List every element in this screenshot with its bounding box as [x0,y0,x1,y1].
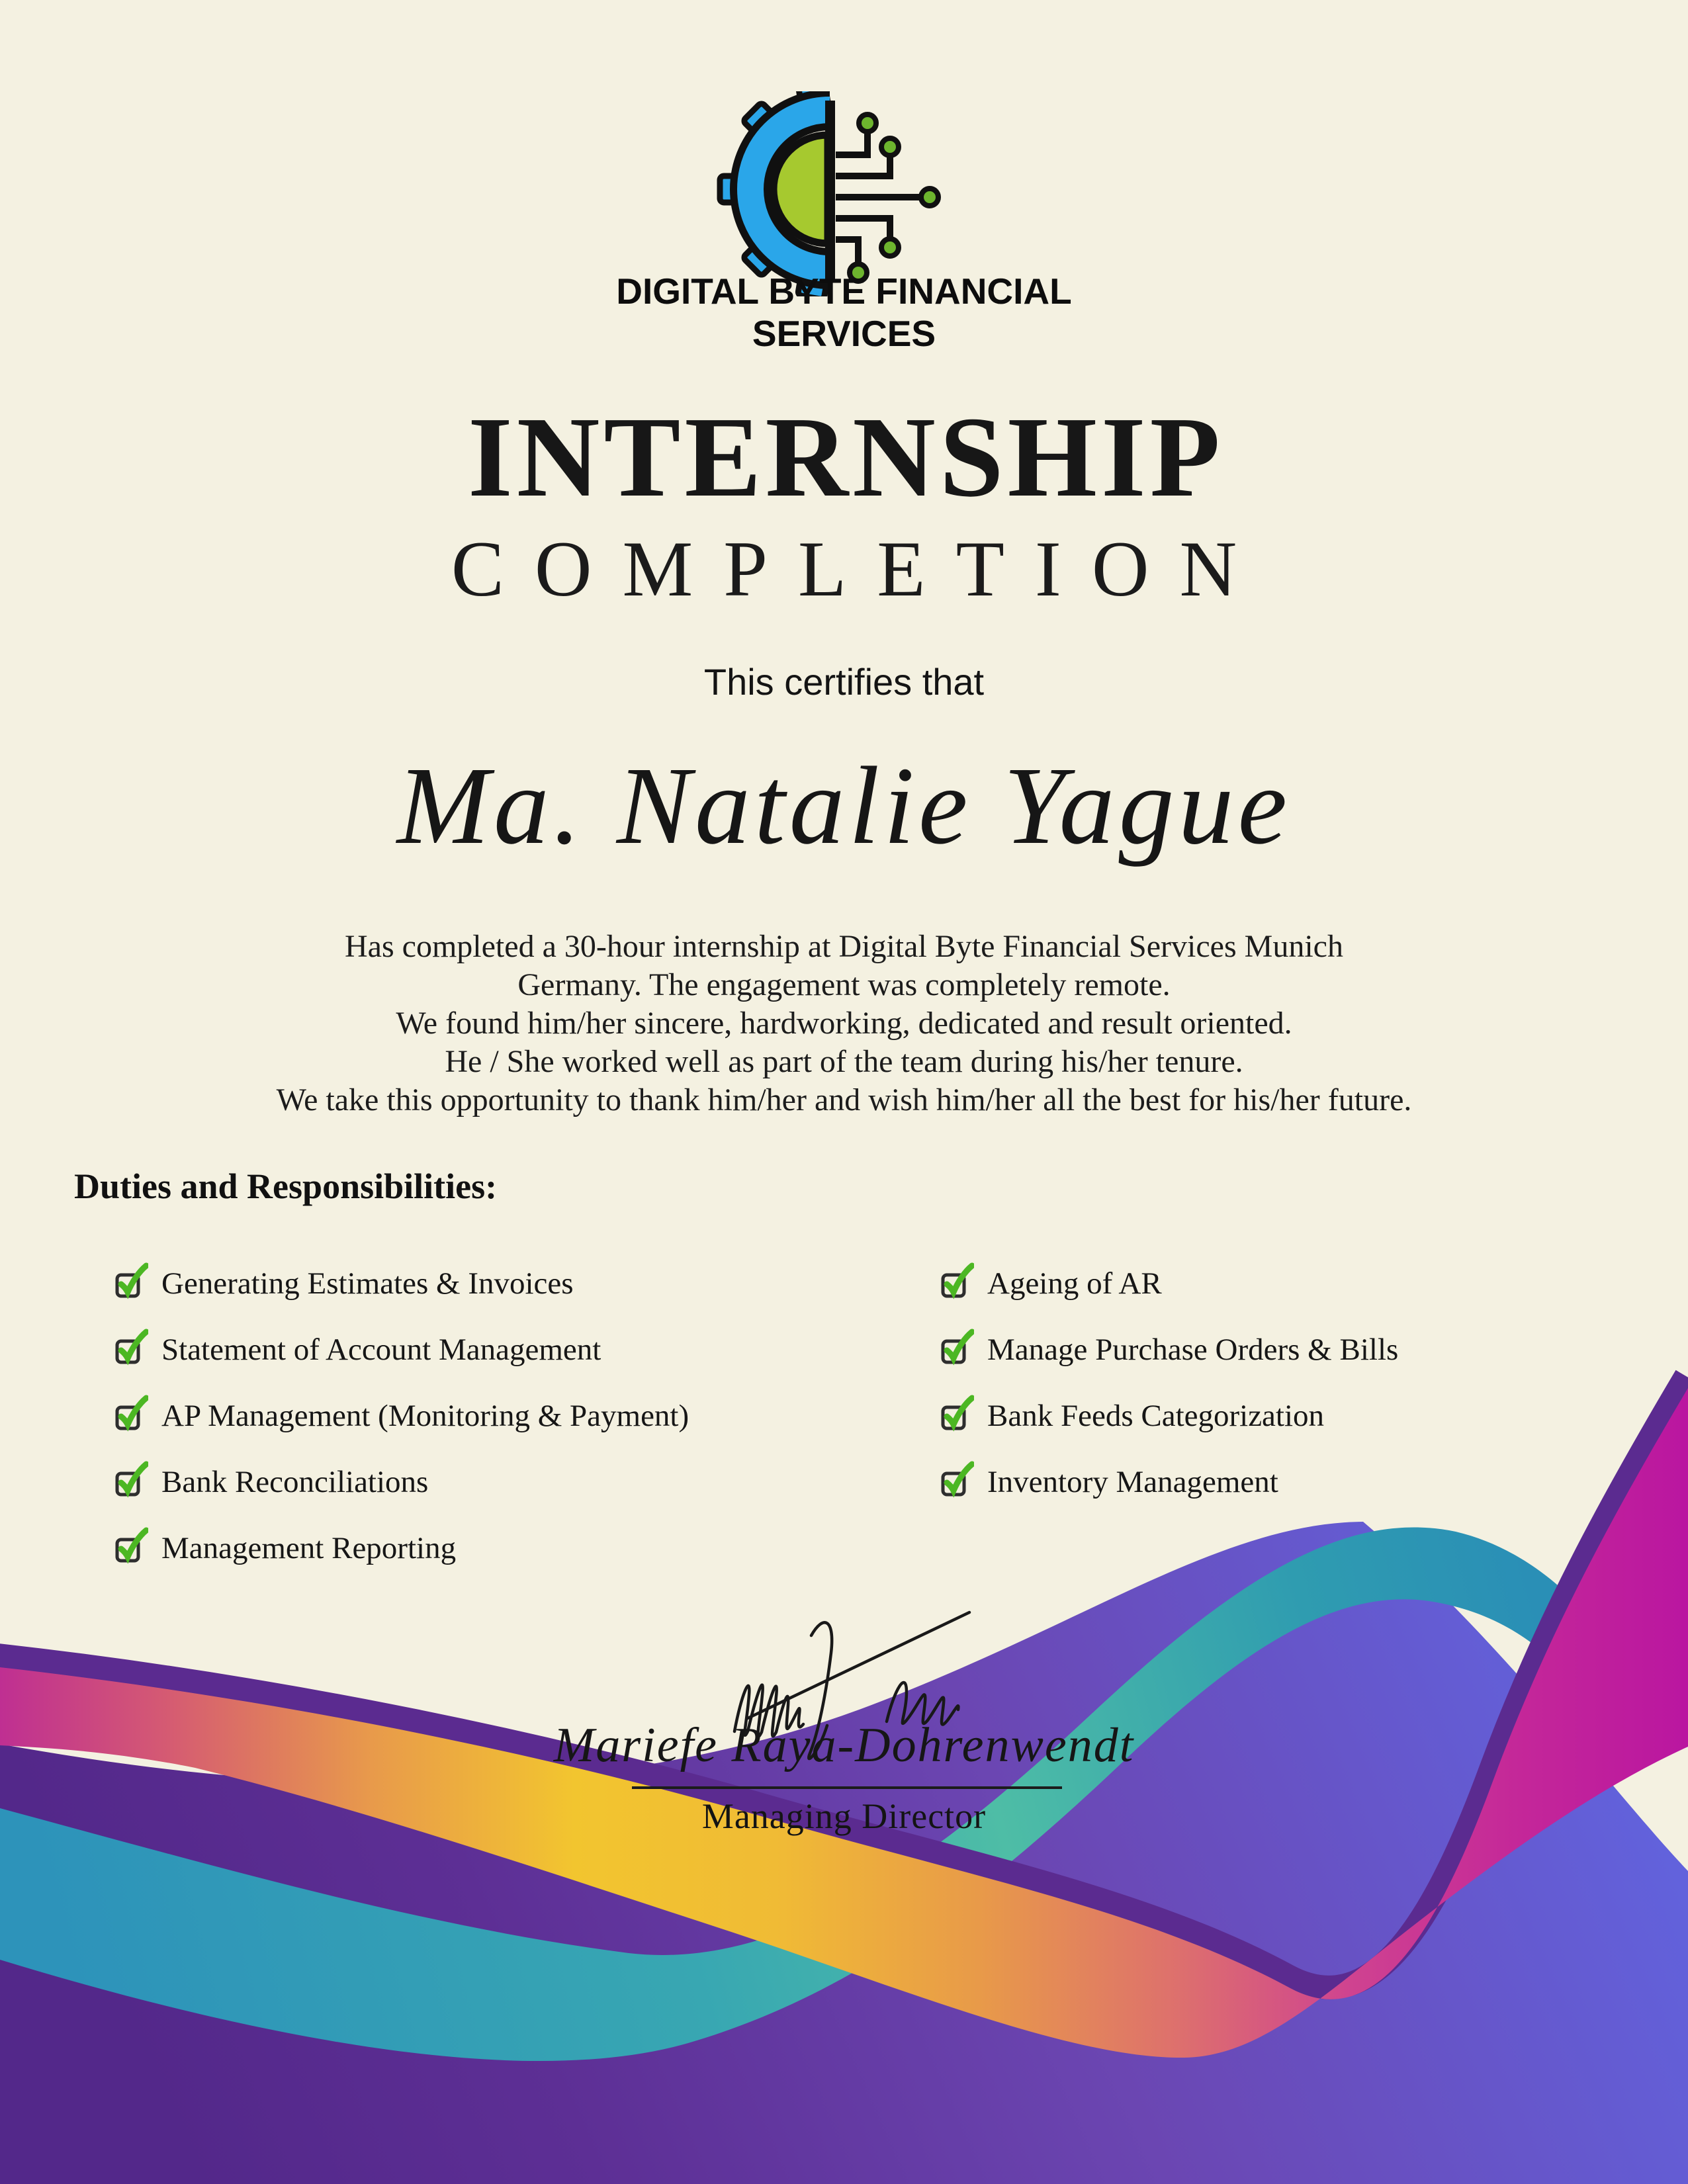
brand-name [0,270,1688,355]
green-check-icon [940,1262,974,1299]
body-line: Has completed a 30-hour internship at Digital Byte Financial Services Munich [345,929,1343,964]
certificate-subtitle: COMPLETION [451,525,1268,613]
list-item [940,1449,1398,1515]
list-item [114,1449,689,1515]
signatory-name: Mariefe Raya-Dohrenwendt [553,1718,1135,1772]
list-item [114,1317,689,1383]
green-check-icon [114,1527,148,1564]
signature-line [632,1786,1062,1789]
body-line: We take this opportunity to thank him/her and wish him/her all the best for his/her future. [276,1082,1412,1117]
list-item-label: Inventory Management [987,1465,1278,1499]
body-line: We found him/her sincere, hardworking, dedicated and result oriented. [396,1006,1292,1041]
green-check-icon [114,1262,148,1299]
list-item [114,1383,689,1449]
green-check-icon [940,1395,974,1432]
green-check-icon [114,1395,148,1432]
body-line: Germany. The engagement was completely remote. [517,967,1171,1002]
circuit-traces [836,132,920,263]
certificate-title: INTERNSHIP [468,393,1224,521]
duties-list-right [940,1250,1398,1515]
green-check-icon [940,1461,974,1498]
list-item-label: Management Reporting [161,1531,457,1565]
list-item [114,1515,689,1581]
list-item [940,1317,1398,1383]
gear-circuit-logo [688,91,985,296]
green-check-icon [114,1329,148,1366]
list-item-label: Generating Estimates & Invoices [161,1266,574,1301]
signatory-title: Managing Director [701,1796,987,1836]
list-item [940,1250,1398,1317]
list-item [114,1250,689,1317]
list-item [940,1383,1398,1449]
brand-line-2: SERVICES [752,313,936,354]
body-line: He / She worked well as part of the team during his/her tenure. [445,1044,1243,1079]
list-item-label: Statement of Account Management [161,1332,601,1367]
brand-line-1: DIGITAL BYTE FINANCIAL [616,271,1072,312]
list-item-label: Bank Feeds Categorization [987,1399,1325,1433]
green-check-icon [940,1329,974,1366]
green-check-icon [114,1461,148,1498]
list-item-label: Ageing of AR [987,1266,1162,1301]
list-item-label: Manage Purchase Orders & Bills [987,1332,1399,1367]
certifies-label: This certifies that [703,661,985,703]
list-item-label: AP Management (Monitoring & Payment) [161,1399,689,1433]
duties-heading: Duties and Responsibilities: [74,1166,498,1206]
recipient-name: Ma. Natalie Yague [396,744,1292,867]
list-item-label: Bank Reconciliations [161,1465,429,1499]
body-paragraph [0,928,1688,1119]
duties-list-left [114,1250,689,1581]
